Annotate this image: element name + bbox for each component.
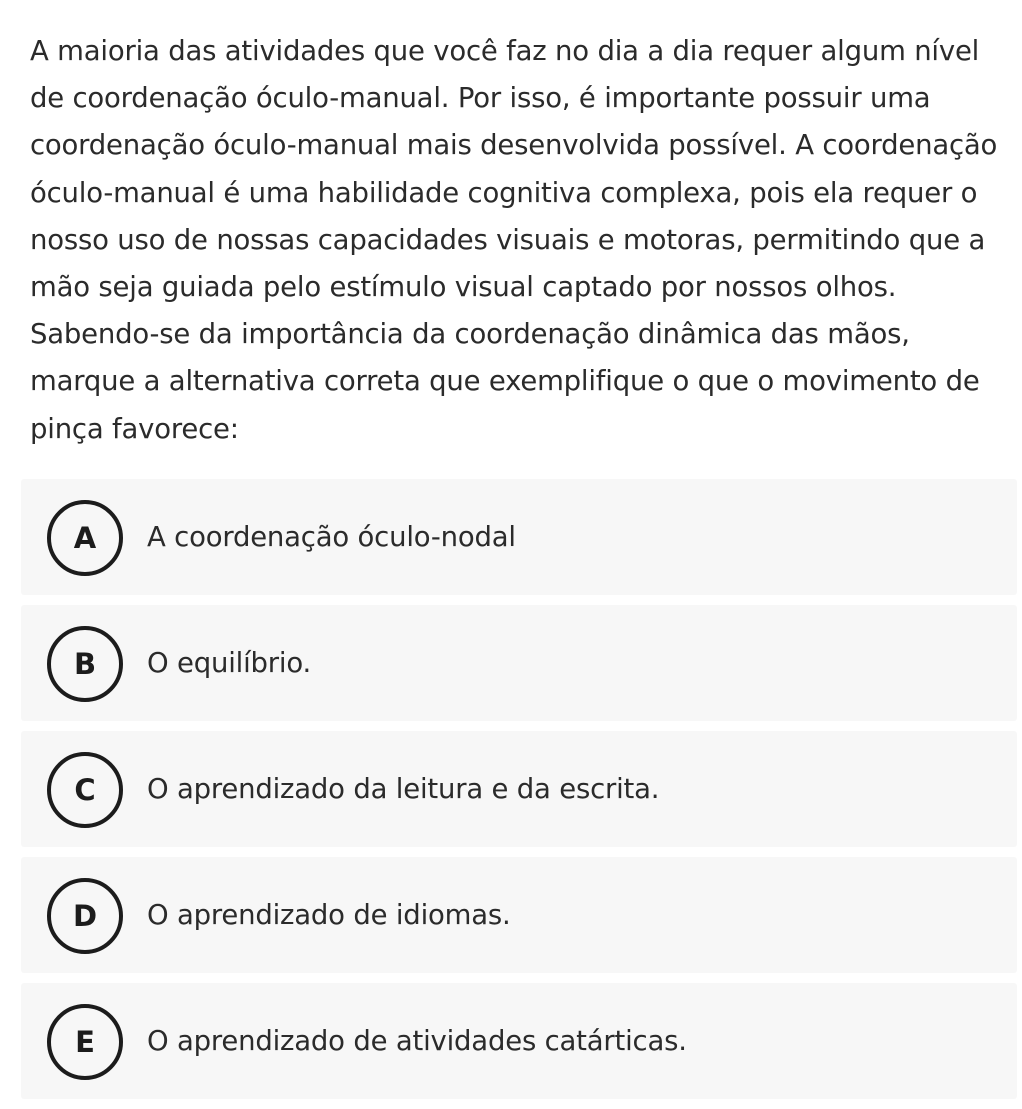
option-d[interactable] bbox=[21, 857, 1017, 973]
question-line: nosso uso de nossas capacidades visuais e motoras, permitindo que a bbox=[30, 223, 986, 256]
question-text bbox=[30, 28, 1005, 453]
option-label: A coordenação óculo-nodal bbox=[147, 521, 516, 553]
question-line: de coordenação óculo-manual. Por isso, é importante possuir uma bbox=[30, 82, 931, 115]
option-letter-badge: D bbox=[47, 878, 123, 954]
option-letter-badge: C bbox=[47, 752, 123, 828]
option-c[interactable] bbox=[21, 731, 1017, 847]
question-line: óculo-manual é uma habilidade cognitiva complexa, pois ela requer o bbox=[30, 176, 978, 209]
option-label: O aprendizado de idiomas. bbox=[147, 899, 511, 931]
question-line: Sabendo-se da importância da coordenação dinâmica das mãos, bbox=[30, 318, 910, 351]
question-line: pinça favorece: bbox=[30, 412, 239, 445]
answer-options bbox=[21, 479, 1017, 1109]
question-line: mão seja guiada pelo estímulo visual captado por nossos olhos. bbox=[30, 271, 897, 304]
option-a[interactable] bbox=[21, 479, 1017, 595]
question-line: coordenação óculo-manual mais desenvolvida possível. A coordenação bbox=[30, 129, 998, 162]
option-label: O equilíbrio. bbox=[147, 647, 311, 679]
option-letter-badge: A bbox=[47, 500, 123, 576]
option-letter-badge: E bbox=[47, 1004, 123, 1080]
option-letter-badge: B bbox=[47, 626, 123, 702]
option-label: O aprendizado da leitura e da escrita. bbox=[147, 773, 660, 805]
option-label: O aprendizado de atividades catárticas. bbox=[147, 1025, 687, 1057]
question-line: marque a alternativa correta que exemplifique o que o movimento de bbox=[30, 365, 980, 398]
question-line: A maioria das atividades que você faz no dia a dia requer algum nível bbox=[30, 35, 980, 67]
option-e[interactable] bbox=[21, 983, 1017, 1099]
option-b[interactable] bbox=[21, 605, 1017, 721]
